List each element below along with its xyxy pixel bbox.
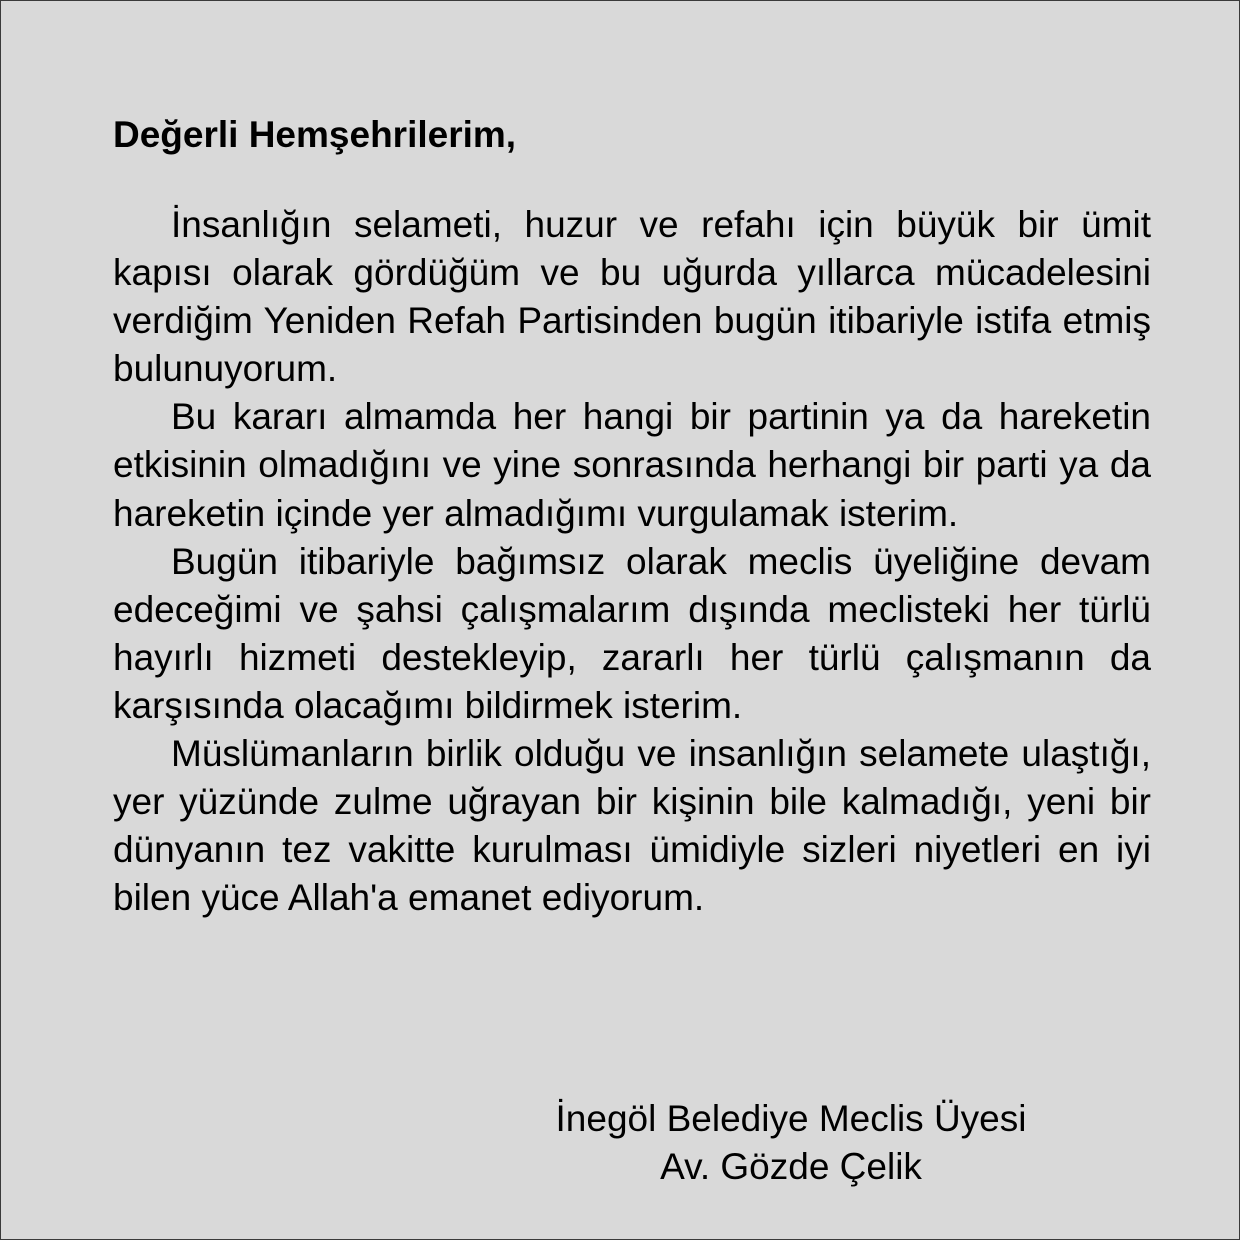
signature-block: [521, 1095, 1061, 1191]
paragraph-independence: Bu kararı almamda her hangi bir partinin ya da hareketin etkisinin olmadığını ve yine sonrasında herhangi bir parti ya da hareketin içinde yer almadığımı vurgulamak isterim.: [113, 396, 1151, 534]
salutation: Değerli Hemşehrilerim,: [113, 114, 517, 155]
paragraph-resignation: İnsanlığın selameti, huzur ve refahı için büyük bir ümit kapısı olarak gördüğüm ve bu uğurda yıllarca mücadelesini verdiğim Yeniden Refah Partisinden bugün itibariyle istifa etmiş bulunuyorum.: [113, 204, 1151, 390]
paragraph-closing-wish: Müslümanların birlik olduğu ve insanlığın selamete ulaştığı, yer yüzünde zulme uğrayan bir kişinin bile kalmadığı, yeni bir dünyanın tez vakitte kurulması ümidiyle sizleri niyetleri en iyi bilen yüce Allah'a emanet ediyorum.: [113, 733, 1151, 919]
paragraph-council-membership: Bugün itibariyle bağımsız olarak meclis üyeliğine devam edeceğimi ve şahsi çalışmalarım dışında meclisteki her türlü hayırlı hizmeti destekleyip, zararlı her türlü çalışmanın da karşısında olacağımı bildirmek isterim.: [113, 540, 1151, 726]
signature-name: Av. Gözde Çelik: [660, 1146, 922, 1187]
signature-title: İnegöl Belediye Meclis Üyesi: [555, 1098, 1027, 1139]
letter-body: [113, 201, 1151, 922]
